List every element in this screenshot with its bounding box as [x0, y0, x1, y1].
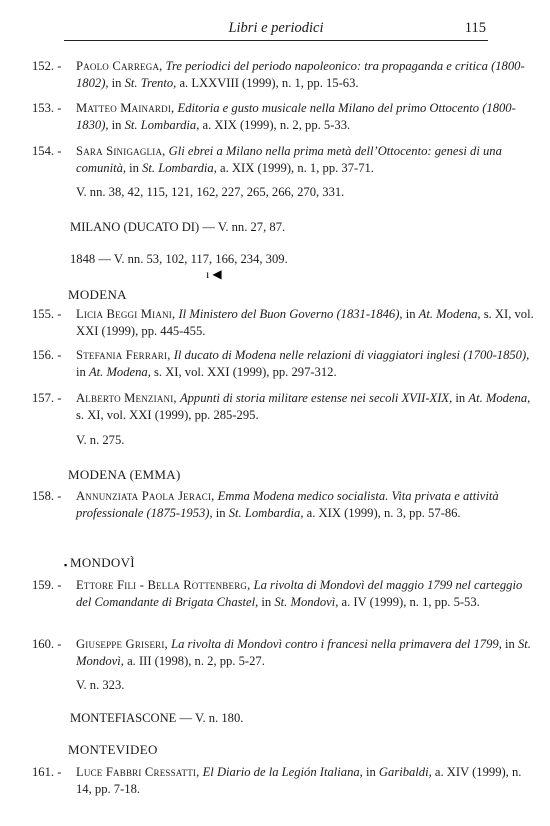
entry-journal: St. Lombardia, — [142, 161, 217, 175]
entry-author: Giuseppe Griseri, — [76, 637, 168, 651]
entry-journal: Garibaldi, — [378, 765, 432, 779]
entry-title: Emma Modena medico socialista. Vita privata e attività professionale (1875-1953), — [76, 489, 499, 520]
entry-title: Gli ebrei a Milano nella prima metà dell’Ottocento: genesi di una comunità, — [76, 144, 502, 175]
entry-158: 158. - Annunziata Paola Jeraci, Emma Modena medico socialista. Vita privata e attività professionale (1875-1953), in St. Lombardia, a. XIX (1999), n. 3, pp. 57-86. — [32, 489, 499, 520]
page-number: 115 — [464, 20, 486, 36]
entry-author: Paolo Carrega, — [76, 59, 163, 73]
entry-159: 159. - Ettore Fili - Bella Rottenberg, La rivolta di Mondovì del maggio 1799 nel carteggio del Comandante di Brigata Chastel, in St. Mondovì, a. IV (1999), n. 1, pp. 5-53. — [32, 578, 523, 609]
entry-journal: At. Modena, — [468, 391, 531, 405]
print-mark: ı ◀ — [206, 267, 222, 281]
entry-154: 154. - Sara Sinigaglia, Gli ebrei a Milano nella prima metà dell’Ottocento: genesi di una comunità, in St. Lombardia, a. XIX (1999), n. 1, pp. 37-71. — [32, 144, 502, 175]
entry-161: 161. - Luce Fabbri Cressatti, El Diario de la Legión Italiana, in Garibaldi, a. XIV (1999), n. 14, pp. 7-18. — [32, 765, 522, 796]
running-title: Libri e periodici — [228, 20, 324, 36]
entry-journal: At. Modena, — [418, 307, 481, 321]
entry-title: El Diario de la Legión Italiana, — [202, 765, 363, 779]
entry-author: Sara Sinigaglia, — [76, 144, 166, 158]
entry-153: 153. - Matteo Mainardi, Editoria e gusto musicale nella Milano del primo Ottocento (1800-1830), in St. Lombardia, a. XIX (1999), n. 2, pp. 5-33. — [32, 101, 516, 132]
entry-title: La rivolta di Mondovì contro i francesi nella primavera del 1799, — [171, 637, 502, 651]
print-mark: ▪ — [64, 560, 68, 570]
page-header — [64, 18, 488, 40]
entry-author: Stefania Ferrari, — [76, 348, 171, 362]
entry-journal: St. Lombardia, — [228, 506, 304, 520]
entry-author: Luce Fabbri Cressatti, — [76, 765, 200, 779]
entry-160: 160. - Giuseppe Griseri, La rivolta di Mondovì contro i francesi nella primavera del 1799, in St. Mondovì, a. III (1998), n. 2, pp. 5-27. — [32, 637, 531, 668]
entry-author: Licia Beggi Miani, — [76, 307, 176, 321]
heading-mondovi: MONDOVÌ — [70, 555, 135, 570]
entry-author: Annunziata Paola Jeraci, — [76, 489, 215, 503]
entry-title: La rivolta di Mondovì del maggio 1799 nel carteggio del Comandante di Brigata Chastel, — [76, 578, 523, 609]
entry-title: Il ducato di Modena nelle relazioni di viaggiatori inglesi (1700-1850), — [173, 348, 530, 362]
entry-journal: St. Mondovì, — [274, 595, 339, 609]
entry-152: 152. - Paolo Carrega, Tre periodici del periodo napoleonico: tra propaganda e critica (1800-1802), in St. Trento, a. LXXVIII (1999), n. 1, pp. 15-63. — [32, 59, 525, 90]
entry-157: 157. - Alberto Menziani, Appunti di storia militare estense nei secoli XVII-XIX, in At. Modena, s. XI, vol. XXI (1999), pp. 285-295. — [32, 391, 531, 422]
entry-author: Matteo Mainardi, — [76, 101, 175, 115]
entry-title: Il Ministero del Buon Governo (1831-1846), — [178, 307, 403, 321]
cross-ref-160: V. n. 323. — [76, 678, 125, 692]
entry-155: 155. - Licia Beggi Miani, Il Ministero del Buon Governo (1831-1846), in At. Modena, s. XI, vol. XXI (1999), pp. 445-455. — [32, 307, 534, 338]
entry-journal: At. Modena, — [88, 365, 151, 379]
entry-author: Ettore Fili - Bella Rottenberg, — [76, 578, 251, 592]
entry-156: 156. - Stefania Ferrari, Il ducato di Modena nelle relazioni di viaggiatori inglesi (1700-1850), in At. Modena, s. XI, vol. XXI (1999), pp. 297-312. — [32, 348, 530, 379]
entry-title: Tre periodici del periodo napoleonico: tra propaganda e critica (1800-1802), — [76, 59, 525, 90]
cross-ref-154: V. nn. 38, 42, 115, 121, 162, 227, 265, 266, 270, 331. — [76, 185, 345, 199]
cross-ref-157: V. n. 275. — [76, 433, 125, 447]
cross-ref-1848: 1848 — V. nn. 53, 102, 117, 166, 234, 309. — [70, 252, 288, 266]
heading-modena-emma: MODENA (EMMA) — [68, 467, 181, 482]
entry-author: Alberto Menziani, — [76, 391, 177, 405]
entry-journal: St. Trento, — [124, 76, 177, 90]
cross-ref-milano-ducato: MILANO (DUCATO DI) — V. nn. 27, 87. — [70, 220, 286, 234]
heading-modena: MODENA — [68, 287, 127, 302]
header-rule — [64, 40, 488, 41]
entry-title: Editoria e gusto musicale nella Milano del primo Ottocento (1800-1830), — [76, 101, 516, 132]
entry-title: Appunti di storia militare estense nei secoli XVII-XIX, — [179, 391, 453, 405]
entry-journal: St. Mondovì, — [76, 637, 531, 668]
cross-ref-montefiascone: MONTEFIASCONE — V. n. 180. — [70, 711, 244, 725]
entry-journal: St. Lombardia, — [124, 118, 200, 132]
heading-montevideo: MONTEVIDEO — [68, 742, 158, 757]
